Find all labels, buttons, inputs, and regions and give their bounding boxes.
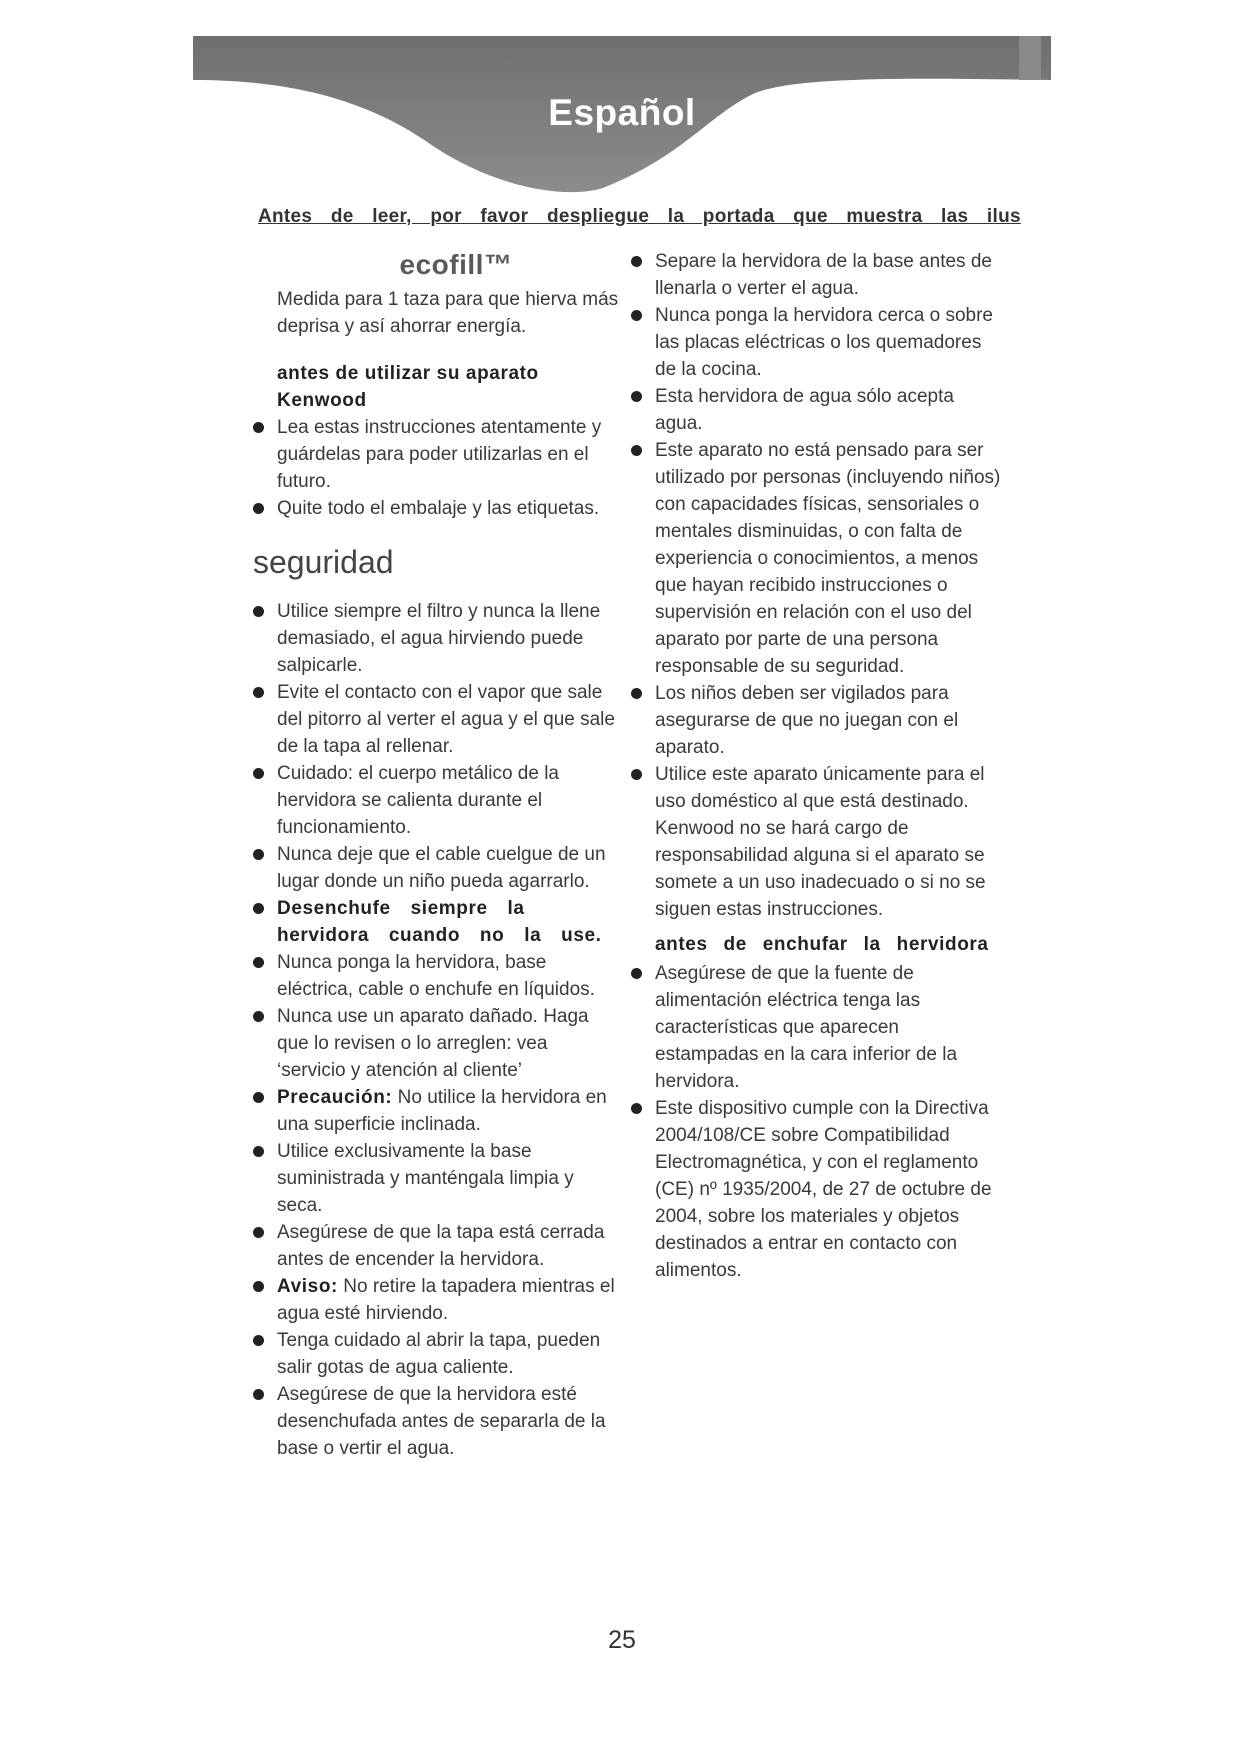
safety-list-continued [631, 248, 1003, 923]
precaucion-label: Precaución: [277, 1087, 393, 1108]
header-band-edge-mark [1019, 36, 1041, 80]
right-column [631, 248, 1003, 1284]
ecofill-title: ecofill™ [399, 249, 513, 280]
page-number: 25 [608, 1626, 636, 1654]
list-item: Nunca deje que el cable cuelgue de un lugar donde un niño pueda agarrarlo. [253, 841, 619, 895]
list-item: Nunca ponga la hervidora cerca o sobre las placas eléctricas o los quemadores de la cocina. [631, 302, 1003, 383]
list-item: Evite el contacto con el vapor que sale del pitorro al verter el agua y el que sale de la tapa al rellenar. [253, 679, 619, 760]
page-title: Español [548, 92, 696, 133]
aviso-label: Aviso: [277, 1276, 338, 1297]
list-item: Asegúrese de que la fuente de alimentación eléctrica tenga las características que aparecen estampadas en la cara inferior de la hervidora. [631, 960, 1003, 1095]
list-item-aviso [253, 1273, 619, 1327]
list-item: Nunca use un aparato dañado. Haga que lo revisen o lo arreglen: vea ‘servicio y atención al cliente’ [253, 1003, 619, 1084]
list-item: Utilice este aparato únicamente para el uso doméstico al que está destinado. Kenwood no se hará cargo de responsabilidad alguna si el aparato se somete a un uso inadecuado o si no se siguen estas instrucciones. [631, 761, 1003, 923]
before-use-list [253, 414, 619, 522]
before-use-heading: antes de utilizar su aparato Kenwood [277, 363, 539, 411]
list-item: Asegúrese de que la hervidora esté desenchufada antes de separarla de la base o vertir el agua. [253, 1381, 619, 1462]
aviso-text: No retire la tapadera mientras el agua esté hirviendo. [277, 1276, 615, 1324]
list-item: Utilice siempre el filtro y nunca la llene demasiado, el agua hirviendo puede salpicarle. [253, 598, 619, 679]
list-item: Lea estas instrucciones atentamente y guárdelas para poder utilizarlas en el futuro. [253, 414, 619, 495]
list-item-precaucion [253, 1084, 619, 1138]
safety-heading: seguridad [253, 544, 394, 580]
before-plug-heading: antes de enchufar la hervidora [655, 934, 989, 955]
list-item: Esta hervidora de agua sólo acepta agua. [631, 383, 1003, 437]
list-item: Separe la hervidora de la base antes de llenarla o verter el agua. [631, 248, 1003, 302]
intro-instruction: Antes de leer, por favor despliegue la portada que muestra las ilus [258, 206, 1021, 227]
list-item-bold: Desenchufe siempre la hervidora cuando no la use. [253, 895, 619, 949]
list-item: Este dispositivo cumple con la Directiva 2004/108/CE sobre Compatibilidad Electromagnética, y con el reglamento (CE) nº 1935/2004, de 27 de octubre de 2004, sobre los materiales y objetos destinados a entrar en contacto con alimentos. [631, 1095, 1003, 1284]
list-item: Cuidado: el cuerpo metálico de la hervidora se calienta durante el funcionamiento. [253, 760, 619, 841]
list-item: Este aparato no está pensado para ser utilizado por personas (incluyendo niños) con capacidades físicas, sensoriales o mentales disminuidas, o con falta de experiencia o conocimientos, a menos que hayan recibido instrucciones o supervisión en relación con el uso del aparato por parte de una persona responsable de su seguridad. [631, 437, 1003, 680]
safety-list [253, 598, 619, 1462]
list-item: Los niños deben ser vigilados para asegurarse de que no juegan con el aparato. [631, 680, 1003, 761]
precaucion-text: No utilice la hervidora en una superficie inclinada. [277, 1087, 607, 1135]
list-item: Nunca ponga la hervidora, base eléctrica, cable o enchufe en líquidos. [253, 949, 619, 1003]
list-item: Utilice exclusivamente la base suministrada y manténgala limpia y seca. [253, 1138, 619, 1219]
before-plug-list [631, 960, 1003, 1284]
left-column [253, 248, 619, 1462]
list-item: Tenga cuidado al abrir la tapa, pueden salir gotas de agua caliente. [253, 1327, 619, 1381]
list-item: Asegúrese de que la tapa está cerrada antes de encender la hervidora. [253, 1219, 619, 1273]
manual-page [193, 36, 1051, 1726]
ecofill-text: Medida para 1 taza para que hierva más deprisa y así ahorrar energía. [277, 289, 619, 337]
list-item: Quite todo el embalaje y las etiquetas. [253, 495, 619, 522]
